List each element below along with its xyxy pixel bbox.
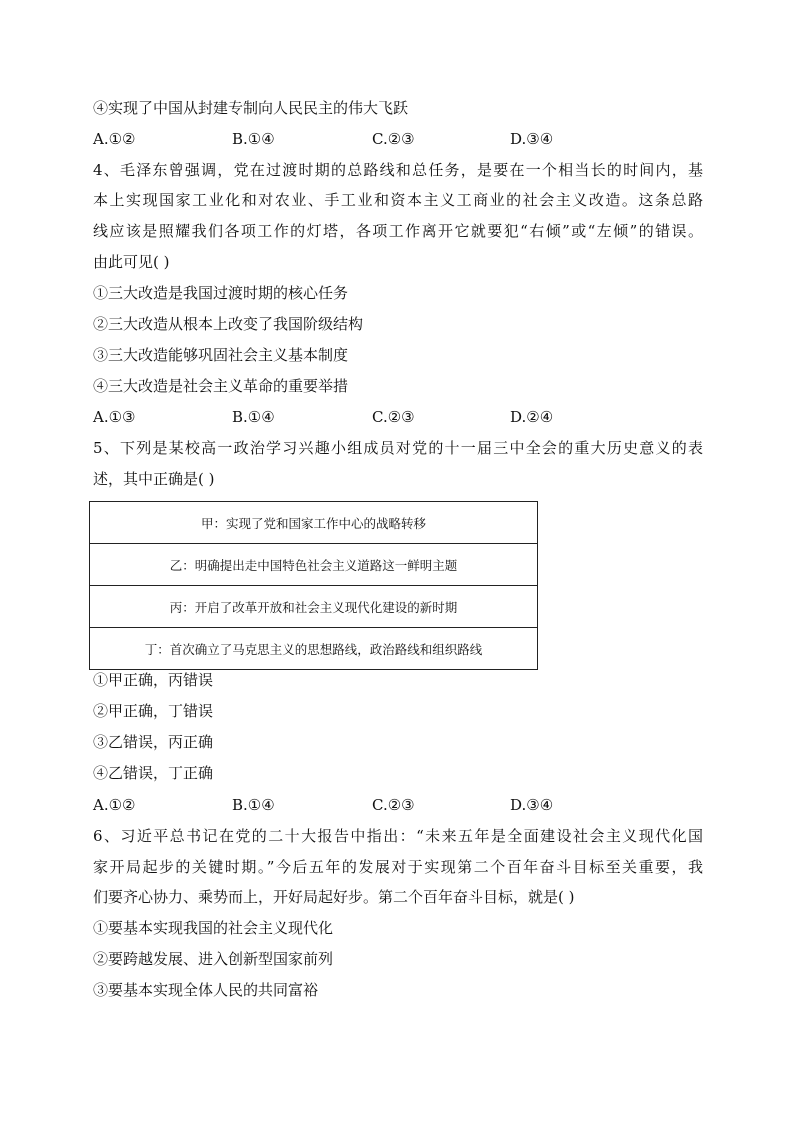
q5-item-4: ④乙错误，丁正确 (93, 764, 214, 782)
q5-option-b: B.①④ (232, 796, 275, 814)
q6-item-2: ②要跨越发展、进入创新型国家前列 (93, 950, 334, 968)
q5-option-c: C.②③ (372, 796, 415, 814)
q4-option-d: D.②④ (510, 408, 554, 426)
q5-item-1: ①甲正确，丙错误 (93, 671, 214, 689)
q5-item-3: ③乙错误，丙正确 (93, 733, 214, 751)
q4-option-a: A.①③ (93, 408, 136, 426)
q4-item-4: ④三大改造是社会主义革命的重要举措 (93, 377, 349, 395)
q4-item-1: ①三大改造是我国过渡时期的核心任务 (93, 284, 349, 302)
q4-option-c: C.②③ (372, 408, 415, 426)
q6-stem-line-1: 6、习近平总书记在党的二十大报告中指出：“未来五年是全面建设社会主义现代化国 (93, 827, 703, 845)
q3-item-4: ④实现了中国从封建专制向人民民主的伟大飞跃 (93, 99, 409, 117)
q5-option-d: D.③④ (510, 796, 554, 814)
q3-option-b: B.①④ (232, 130, 275, 148)
q3-option-d: D.③④ (510, 130, 554, 148)
q5-option-a: A.①② (93, 796, 136, 814)
q5-stem-line-1: 5、下列是某校高一政治学习兴趣小组成员对党的十一届三中全会的重大历史意义的表 (93, 439, 703, 457)
q6-item-1: ①要基本实现我国的社会主义现代化 (93, 919, 334, 937)
q3-option-c: C.②③ (372, 130, 415, 148)
q5-statement-bing: 丙：开启了改革开放和社会主义现代化建设的新时期 (90, 586, 537, 628)
q6-item-3: ③要基本实现全体人民的共同富裕 (93, 981, 319, 999)
q4-item-3: ③三大改造能够巩固社会主义基本制度 (93, 346, 349, 364)
q5-stem-line-2: 述，其中正确是( ) (93, 470, 215, 488)
q5-statement-jia: 甲：实现了党和国家工作中心的战略转移 (90, 502, 537, 544)
q4-option-b: B.①④ (232, 408, 275, 426)
q4-stem-line-2: 本上实现国家工业化和对农业、手工业和资本主义工商业的社会主义改造。这条总路 (93, 191, 703, 209)
q6-stem-line-2: 家开局起步的关键时期。”今后五年的发展对于实现第二个百年奋斗目标至关重要，我 (93, 858, 703, 876)
q5-item-2: ②甲正确，丁错误 (93, 702, 214, 720)
q4-stem-line-4: 由此可见( ) (93, 253, 170, 271)
q4-stem-line-1: 4、毛泽东曾强调，党在过渡时期的总路线和总任务，是要在一个相当长的时间内，基 (93, 161, 703, 179)
q5-statement-ding: 丁：首次确立了马克思主义的思想路线，政治路线和组织路线 (144, 641, 483, 657)
q5-statement-table (89, 501, 538, 670)
q6-stem-line-3: 们要齐心协力、乘势而上，开好局起好步。第二个百年奋斗目标，就是( ) (93, 888, 575, 906)
q5-statement-yi: 乙：明确提出走中国特色社会主义道路这一鲜明主题 (90, 544, 537, 586)
q3-option-a: A.①② (93, 130, 136, 148)
q4-item-2: ②三大改造从根本上改变了我国阶级结构 (93, 315, 364, 333)
q4-stem-line-3: 线应该是照耀我们各项工作的灯塔，各项工作离开它就要犯“右倾”或“左倾”的错误。 (93, 222, 703, 240)
